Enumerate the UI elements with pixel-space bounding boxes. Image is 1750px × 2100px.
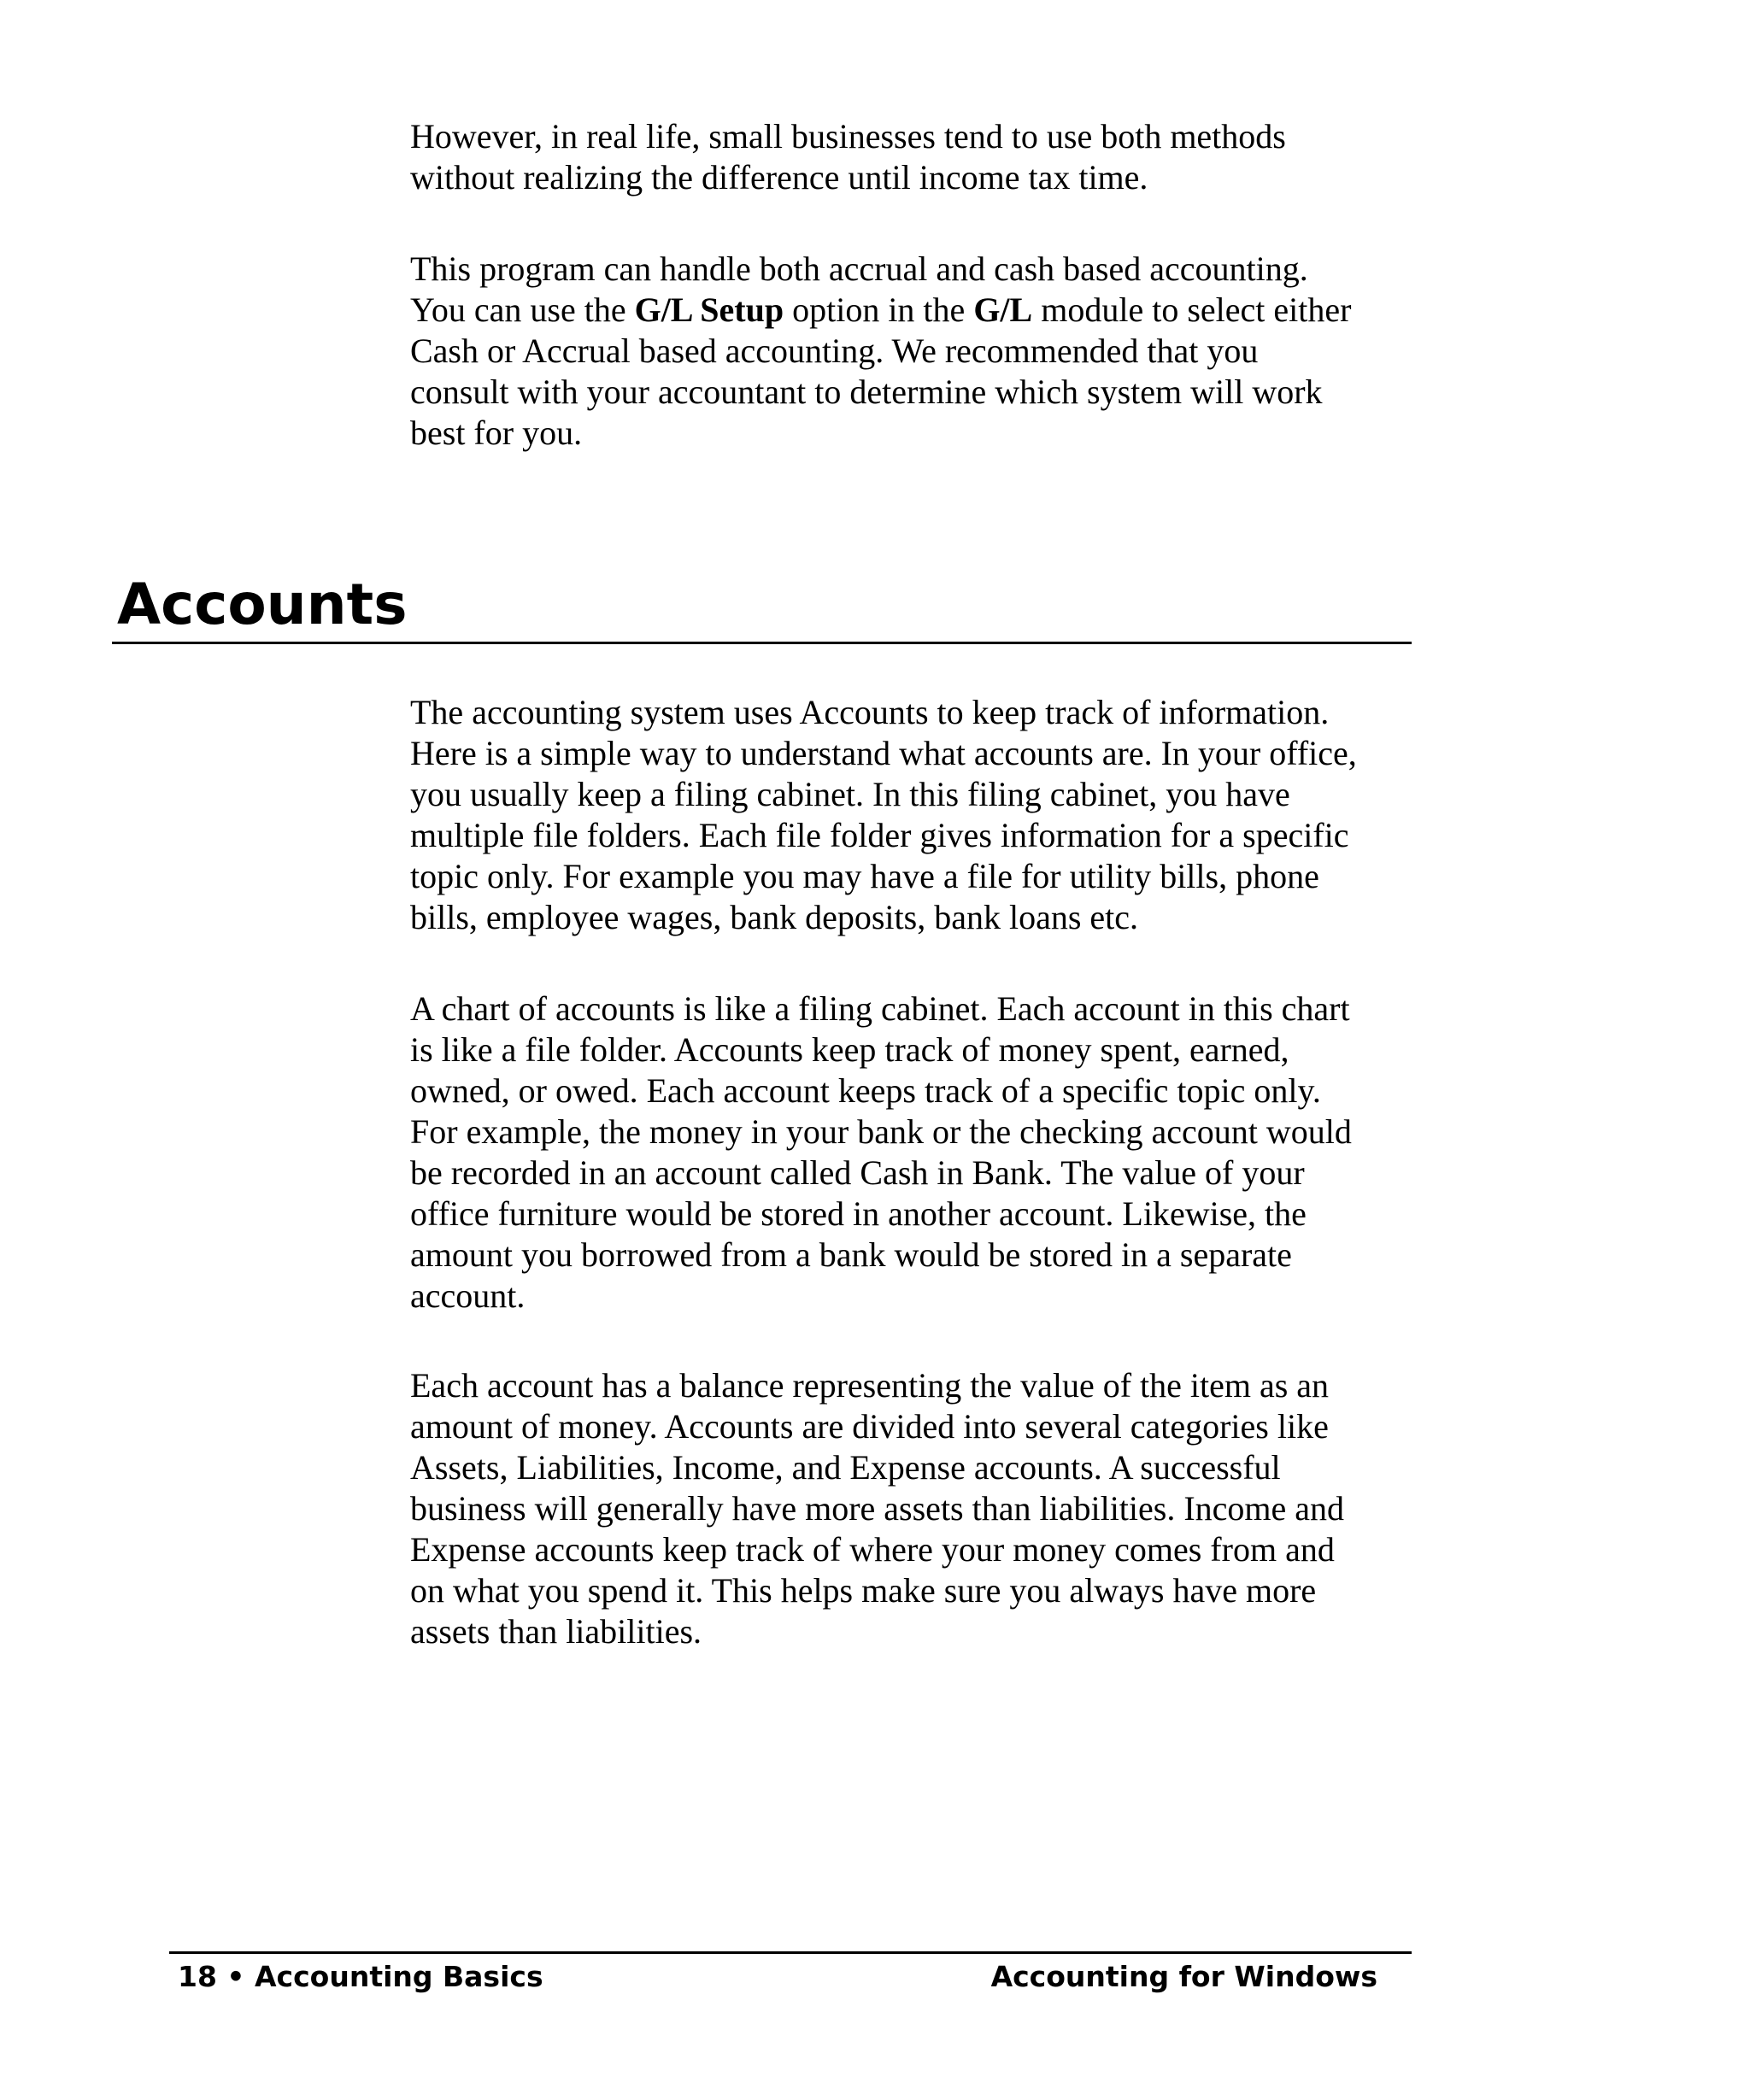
- text-line: account.: [410, 1276, 526, 1315]
- text-line: amount of money. Accounts are divided into several categories like: [410, 1407, 1329, 1446]
- intro-paragraph-1: [410, 116, 1418, 198]
- gl-module-term: G/L: [973, 290, 1033, 329]
- text-line: However, in real life, small businesses tend to use both methods: [410, 117, 1286, 155]
- text-line: Expense accounts keep track of where your money comes from and: [410, 1530, 1335, 1569]
- text-line: is like a file folder. Accounts keep track of money spent, earned,: [410, 1030, 1289, 1069]
- intro-paragraph-2: [410, 249, 1418, 454]
- text-line: without realizing the difference until income tax time.: [410, 158, 1148, 197]
- text-line: bills, employee wages, bank deposits, bank loans etc.: [410, 898, 1139, 936]
- footer-book-title: Accounting for Windows: [990, 1960, 1377, 1993]
- accounts-paragraph-3: [410, 1365, 1418, 1652]
- accounts-paragraph-1: [410, 692, 1418, 938]
- text-line: assets than liabilities.: [410, 1612, 702, 1651]
- text-segment: You can use the: [410, 290, 635, 329]
- text-line: business will generally have more assets than liabilities. Income and: [410, 1489, 1345, 1528]
- text-line: Cash or Accrual based accounting. We recommended that you: [410, 331, 1259, 370]
- text-line: multiple file folders. Each file folder gives information for a specific: [410, 816, 1349, 854]
- text-line: Assets, Liabilities, Income, and Expense accounts. A successful: [410, 1448, 1281, 1487]
- text-line: Here is a simple way to understand what accounts are. In your office,: [410, 734, 1357, 772]
- accounts-paragraph-2: [410, 988, 1418, 1317]
- text-line: A chart of accounts is like a filing cabinet. Each account in this chart: [410, 989, 1350, 1028]
- text-line: The accounting system uses Accounts to keep track of information.: [410, 693, 1330, 731]
- text-line: For example, the money in your bank or the checking account would: [410, 1112, 1352, 1151]
- text-segment: module to select either: [1032, 290, 1352, 329]
- text-segment: option in the: [784, 290, 974, 329]
- text-line: topic only. For example you may have a file for utility bills, phone: [410, 857, 1319, 895]
- footer-rule: [169, 1951, 1412, 1954]
- text-line: you usually keep a filing cabinet. In this filing cabinet, you have: [410, 775, 1290, 813]
- text-line: consult with your accountant to determine which system will work: [410, 372, 1323, 411]
- heading-rule: [112, 642, 1412, 644]
- text-line: on what you spend it. This helps make sure you always have more: [410, 1571, 1317, 1610]
- text-line: office furniture would be stored in another account. Likewise, the: [410, 1194, 1307, 1233]
- text-line: owned, or owed. Each account keeps track of a specific topic only.: [410, 1071, 1321, 1110]
- text-line: This program can handle both accrual and cash based accounting.: [410, 249, 1308, 288]
- section-heading: Accounts: [117, 572, 408, 637]
- footer-page-chapter: 18 • Accounting Basics: [178, 1960, 543, 1993]
- text-line: amount you borrowed from a bank would be stored in a separate: [410, 1235, 1292, 1274]
- text-line: best for you.: [410, 414, 583, 452]
- text-line: be recorded in an account called Cash in Bank. The value of your: [410, 1153, 1305, 1192]
- text-line: Each account has a balance representing the value of the item as an: [410, 1366, 1330, 1405]
- gl-setup-term: G/L Setup: [634, 290, 784, 329]
